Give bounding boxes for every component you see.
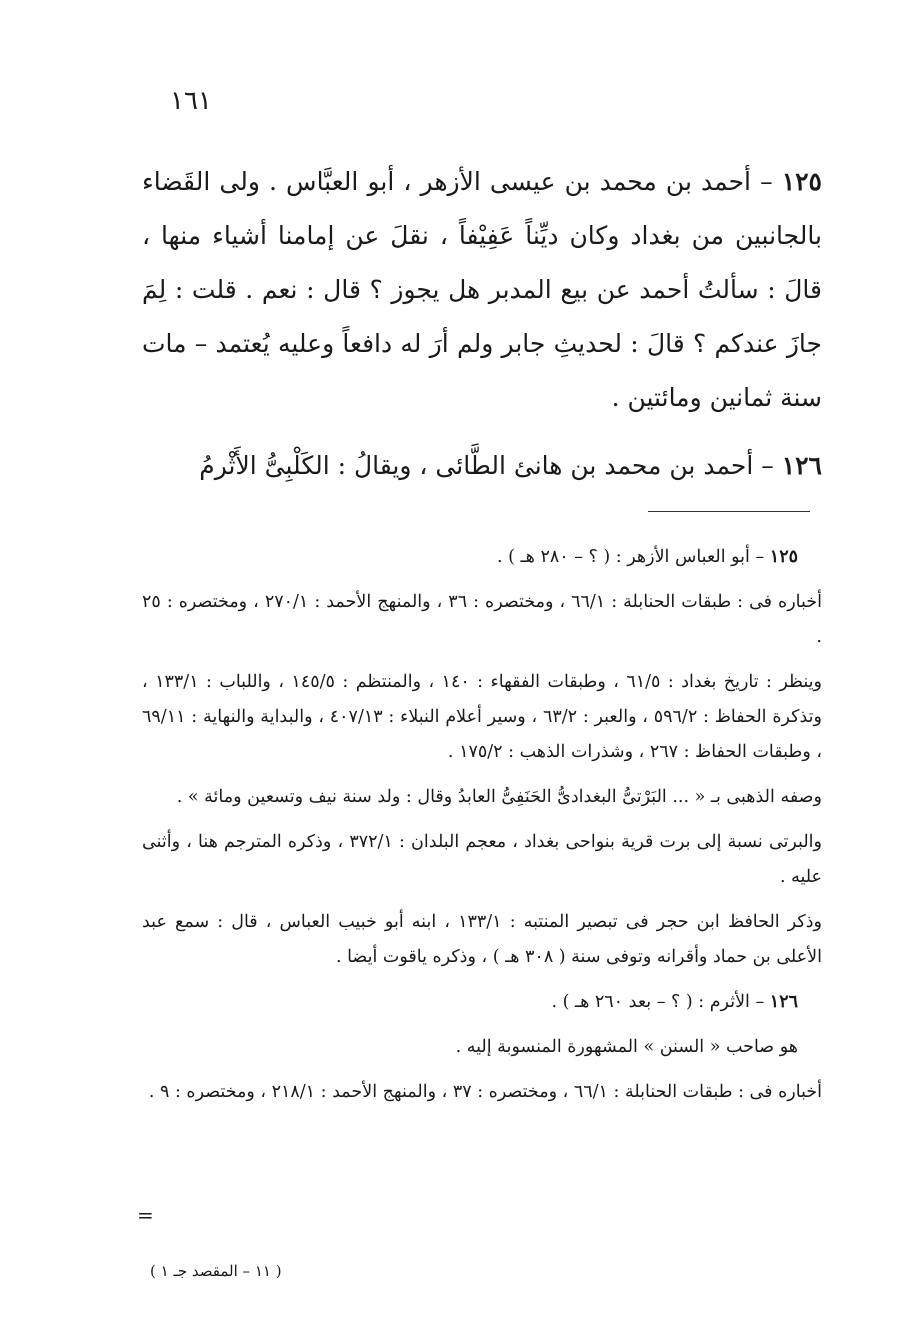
footnote-heading-text: – الأثرم : ( ؟ – بعد ٢٦٠ هـ ) . <box>551 992 770 1012</box>
footnote-125-see-also: وينظر : تاريخ بغداد : ٦١/٥ ، وطبقات الفقهاء : ١٤٠ ، والمنتظم : ١٤٥/٥ ، واللباب : ١٣٣/١ ، وتذكرة الحفاظ : ٥٩٦/٢ ، والعبر : ٦٣/٢ ، وسير أعلام النبلاء : ٤٠٧/١٣ ، والبداية والنهاية : ٦٩/١١ ، وطبقات الحفاظ : ٢٦٧ ، وشذرات الذهب : ١٧٥/٢ . <box>142 672 822 762</box>
printer-signature: ( ١١ – المقصد جـ ١ ) <box>150 1262 282 1280</box>
page-number: ١٦١ <box>170 86 212 116</box>
footnote-125-dhahabi: وصفه الذهبى بـ « ... البَرْتىُّ البغدادىُّ الحَنَفِىُّ العابدُ وقال : ولد سنة نيف وتسعين ومائة » . <box>176 787 822 807</box>
footnote-126-sunan: هو صاحب « السنن » المشهورة المنسوبة إليه . <box>455 1037 798 1057</box>
entry-number: ١٢٥ <box>781 167 822 196</box>
footnote-125-sources: أخباره فى : طبقات الحنابلة : ٦٦/١ ، ومختصره : ٣٦ ، والمنهج الأحمد : ٢٧٠/١ ، ومختصره : ٢٥ . <box>142 592 822 647</box>
footnote-number: ١٢٥ <box>769 547 798 567</box>
entry-text: – أحمد بن محمد بن عيسى الأزهر ، أبو العبَّاس . ولى القَضاء بالجانبين من بغداد وكان ديِّناً عَفِيْفاً ، نقلَ عن إمامنا أشياء منها ، قالَ : سألتُ أحمد عن بيع المدبر هل يجوز ؟ قال : نعم . قلت : لِمَ جازَ عندكم ؟ قالَ : لحديثِ جابر ولم أرَ له دافعاً وعليه يُعتمد – مات سنة ثمانين ومائتين . <box>142 167 822 412</box>
entry-125 <box>142 155 822 425</box>
footnotes <box>142 540 822 1120</box>
main-text <box>142 155 822 507</box>
footnote-126-heading <box>142 985 822 1020</box>
continuation-mark: = <box>137 1203 154 1227</box>
footnote-divider <box>648 511 810 512</box>
footnote-126-sources: أخباره فى : طبقات الحنابلة : ٦٦/١ ، ومختصره : ٣٧ ، والمنهج الأحمد : ٢١٨/١ ، ومختصره : ٩ . <box>148 1082 822 1102</box>
entry-number: ١٢٦ <box>781 451 822 480</box>
entry-text: – أحمد بن محمد بن هانئ الطَّائى ، ويقالُ : الكَلْبِىُّ الأَثْرمُ <box>199 451 782 480</box>
footnote-number: ١٢٦ <box>769 992 798 1012</box>
entry-126 <box>142 439 822 493</box>
footnote-125-heading <box>142 540 822 575</box>
footnote-125-ibn-hajar: وذكر الحافظ ابن حجر فى تبصير المنتبه : ١٣٣/١ ، ابنه أبو خبيب العباس ، قال : سمع عبد الأعلى بن حماد وأقرانه وتوفى سنة ( ٣٠٨ هـ ) ، وذكره ياقوت أيضا . <box>142 912 822 967</box>
footnote-125-barti: والبرتى نسبة إلى برت قرية بنواحى بغداد ، معجم البلدان : ٣٧٢/١ ، وذكره المترجم هنا ، وأثنى عليه . <box>142 832 822 887</box>
footnote-heading-text: – أبو العباس الأزهر : ( ؟ – ٢٨٠ هـ ) . <box>497 547 770 567</box>
